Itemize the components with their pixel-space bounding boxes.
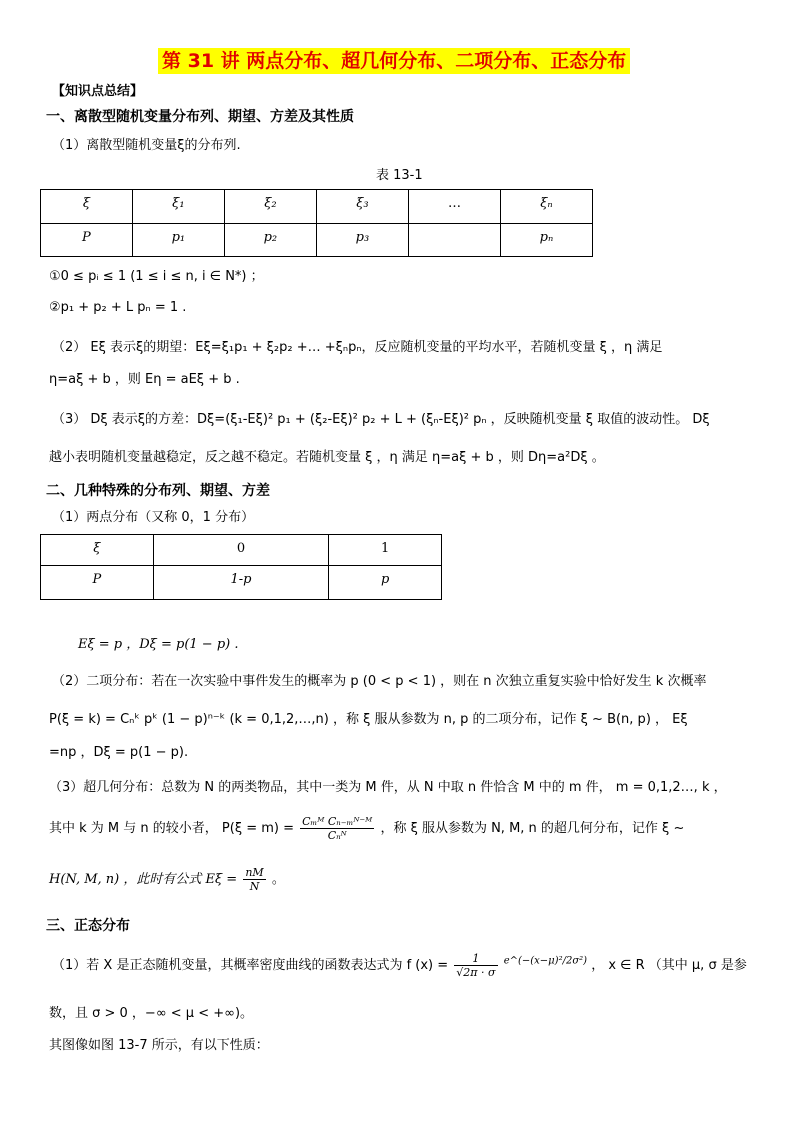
distribution-table (40, 189, 593, 257)
fraction-denominator: √2π · σ (456, 966, 496, 979)
normal-fraction (454, 952, 497, 979)
hypergeometric-text-c: H(N, M, n) ，此时有公式 Eξ = (49, 872, 238, 887)
expectation-line2: η=aξ + b ，则 Eη = aEξ + b . (49, 372, 240, 387)
table-cell: pₙ (500, 224, 592, 257)
table-cell: p₂ (224, 224, 316, 257)
normal-text-a: （1）若 X 是正态随机变量，其概率密度曲线的函数表达式为 f (x) = (52, 958, 449, 973)
variance-line1: （3） Dξ 表示ξ的方差：Dξ=(ξ₁-Eξ)² p₁ + (ξ₂-Eξ)² p₂ + L + (ξₙ-Eξ)² pₙ ，反映随机变量 ξ 取值的波动性。 Dξ (52, 412, 710, 427)
fraction-numerator: Cₘᴹ Cₙ₋ₘᴺ⁻ᴹ (302, 815, 373, 828)
table-caption: 表 13-1 (376, 168, 423, 183)
expectation-line1: （2） Eξ 表示ξ的期望：Eξ=ξ₁p₁ + ξ₂p₂ +… +ξₙpₙ，反应随机变量的平均水平，若随机变量 ξ ，η 满足 (52, 340, 663, 355)
table-cell: p₃ (316, 224, 408, 257)
fraction-denominator: Cₙᴺ (327, 829, 347, 842)
section1-sub1: （1）离散型随机变量ξ的分布列. (52, 138, 241, 153)
binomial-line1: （2）二项分布：若在一次实验中事件发生的概率为 p (0 < p < 1) ，则在 n 次独立重复实验中恰好发生 k 次概率 (52, 674, 707, 689)
binomial-line3: =np ，Dξ = p(1 − p). (49, 745, 189, 760)
normal-line3: 其图像如图 13-7 所示，有以下性质： (49, 1038, 269, 1053)
hypergeometric-text-d: 。 (271, 872, 285, 887)
section2-heading: 二、几种特殊的分布列、期望、方差 (46, 483, 270, 499)
fraction-denominator: N (249, 880, 260, 893)
table-cell: ξ (41, 535, 154, 566)
section3-heading: 三、正态分布 (46, 918, 130, 934)
table-cell (408, 224, 500, 257)
table-cell: p₁ (132, 224, 224, 257)
table-row (41, 190, 593, 224)
table-cell: P (41, 566, 154, 600)
fraction-numerator: 1 (454, 952, 497, 966)
hypergeometric-line2 (49, 815, 684, 842)
property-2: ②p₁ + p₂ + L pₙ = 1 . (49, 300, 187, 315)
table-cell: 1-p (153, 566, 328, 600)
section1-heading: 一、离散型随机变量分布列、期望、方差及其性质 (46, 109, 354, 125)
table-cell: ξ₁ (132, 190, 224, 224)
hypergeometric-fraction (300, 815, 374, 842)
property-1: ①0 ≤ pᵢ ≤ 1 (1 ≤ i ≤ n, i ∈ N*) ； (49, 269, 264, 284)
table-cell: p (329, 566, 442, 600)
normal-exponent: e^(−(x−μ)²/2σ²) (503, 955, 588, 967)
fraction-numerator: nM (245, 866, 264, 879)
variance-line2: 越小表明随机变量越稳定，反之越不稳定。若随机变量 ξ ，η 满足 η=aξ + b ，则 Dη=a²Dξ 。 (49, 450, 605, 465)
normal-text-b: ， x ∈ R （其中 μ, σ 是参 (591, 958, 747, 973)
hypergeometric-text-a: 其中 k 为 M 与 n 的较小者， P(ξ = m) = (49, 821, 294, 836)
table-cell: ξ (41, 190, 133, 224)
hypergeometric-text-b: ，称 ξ 服从参数为 N, M, n 的超几何分布，记作 ξ ~ (380, 821, 685, 836)
table-cell: ξ₃ (316, 190, 408, 224)
expectation-fraction (243, 866, 265, 893)
hypergeometric-line1: （3）超几何分布：总数为 N 的两类物品，其中一类为 M 件，从 N 中取 n 件恰含 M 中的 m 件， m = 0,1,2…, k ， (49, 780, 727, 795)
summary-heading: 【知识点总结】 (52, 84, 144, 99)
table-cell: 0 (153, 535, 328, 566)
two-point-formula: Eξ = p ，Dξ = p(1 − p) . (78, 637, 239, 652)
table-cell: P (41, 224, 133, 257)
page-title: 第 31 讲 两点分布、超几何分布、二项分布、正态分布 (158, 48, 630, 74)
table-cell: ξₙ (500, 190, 592, 224)
normal-line2: 数，且 σ > 0 ，−∞ < μ < +∞)。 (49, 1006, 254, 1021)
table-cell: 1 (329, 535, 442, 566)
table-row (41, 566, 442, 600)
table-cell: ξ₂ (224, 190, 316, 224)
normal-line1 (52, 952, 747, 979)
hypergeometric-line3 (49, 866, 285, 893)
table-row (41, 224, 593, 257)
section2-sub1: （1）两点分布（又称 0，1 分布） (52, 510, 255, 525)
binomial-line2: P(ξ = k) = Cₙᵏ pᵏ (1 − p)ⁿ⁻ᵏ (k = 0,1,2,…,n) ，称 ξ 服从参数为 n, p 的二项分布，记作 ξ ~ B(n, p) ， Eξ (49, 712, 688, 727)
table-row (41, 535, 442, 566)
two-point-table (40, 534, 442, 600)
table-cell: … (408, 190, 500, 224)
